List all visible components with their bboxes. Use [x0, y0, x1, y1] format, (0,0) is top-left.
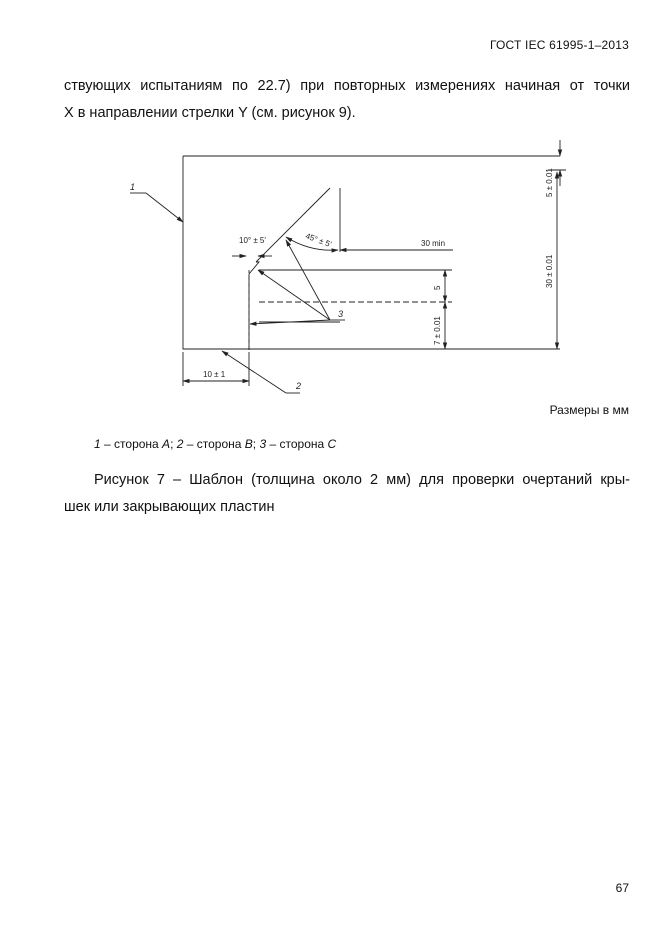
legend-sep-2: ;	[252, 437, 260, 451]
callout-2: 2	[296, 381, 302, 391]
template-outline	[183, 156, 259, 349]
legend-num-3: 3	[259, 437, 267, 451]
dim-angle-10: 10° ± 5'	[239, 236, 266, 245]
legend-num-1: 1	[94, 437, 101, 451]
figure-legend	[94, 437, 336, 451]
side-c-edge	[256, 188, 330, 262]
legend-side-a: A	[162, 437, 171, 451]
dim-len-30: 30 min	[421, 239, 446, 248]
legend-text-3: – сторона	[266, 437, 328, 451]
callout-1: 1	[130, 182, 136, 192]
legend-side-c: C	[327, 437, 337, 451]
caption-line-2: шек или закрывающих пластин	[64, 499, 275, 515]
legend-text-2: – сторона	[183, 437, 245, 451]
legend-num-2: 2	[176, 437, 184, 451]
paragraph-line-1: ствующих испытаниям по 22.7) при повторных измерениях начиная от точки	[64, 78, 630, 94]
callout-3: 3	[338, 309, 344, 319]
legend-text-1: – сторона	[100, 437, 163, 451]
document-code: ГОСТ IEC 61995-1–2013	[489, 38, 629, 52]
figure-caption	[64, 467, 630, 521]
units-note: Размеры в мм	[549, 403, 629, 417]
dim-top-gap: 5 ± 0.01	[545, 168, 554, 197]
caption-line-1: Рисунок 7 – Шаблон (толщина около 2 мм) для проверки очертаний кры-	[94, 472, 630, 488]
dim-height-30: 30 ± 0.01	[545, 254, 554, 288]
legend-side-b: B	[244, 437, 253, 451]
dim-angle-45: 45° ± 5'	[304, 231, 333, 250]
dim-step-7: 7 ± 0.01	[433, 316, 442, 345]
dim-step-5: 5	[433, 285, 442, 290]
dim-width-10: 10 ± 1	[203, 370, 226, 379]
paragraph-line-2: X в направлении стрелки Y (см. рисунок 9).	[64, 105, 356, 121]
page-number: 67	[615, 881, 629, 895]
legend-sep-1: ;	[170, 437, 177, 451]
